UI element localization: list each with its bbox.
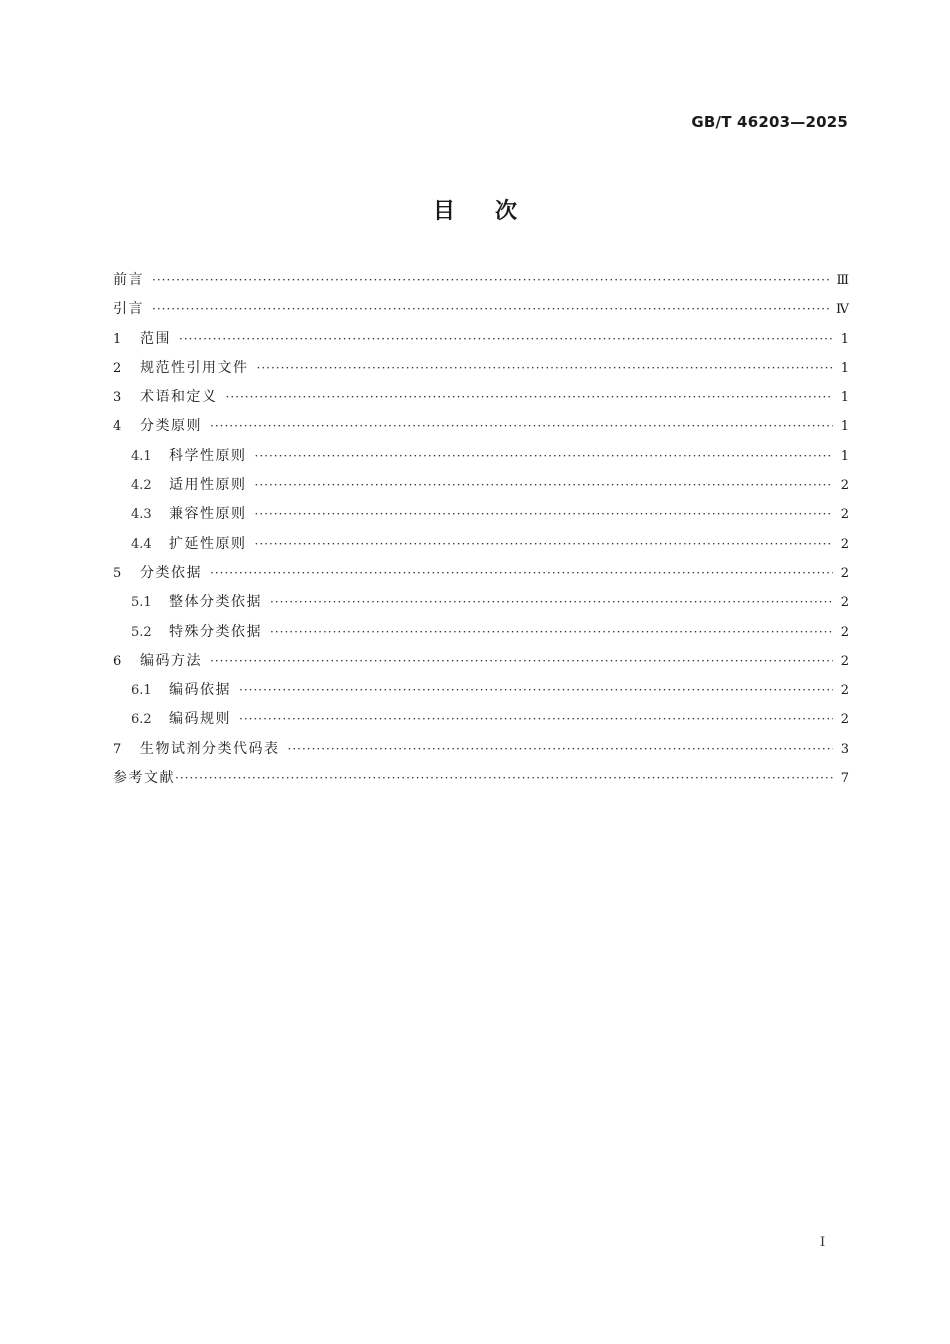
toc-entry-label: 编码规则 <box>169 711 231 728</box>
toc-entry-page: 2 <box>840 624 849 640</box>
toc-leader-dots <box>226 390 834 404</box>
toc-leader-dots <box>257 361 834 375</box>
toc-entry-page: 7 <box>840 771 849 787</box>
toc-entry[interactable] <box>113 650 849 679</box>
toc-leader-dots <box>270 595 833 609</box>
toc-leader-dots <box>270 625 833 639</box>
toc-leader-dots <box>152 302 830 316</box>
toc-entry[interactable] <box>113 415 849 444</box>
toc-entry-number: 5.2 <box>131 624 152 640</box>
toc-entry-number: 3 <box>113 390 122 406</box>
toc-leader-dots <box>255 478 834 492</box>
toc-leader-dots <box>255 507 834 521</box>
toc-entry-label: 扩延性原则 <box>169 535 247 552</box>
toc-leader-dots <box>175 771 833 785</box>
toc-entry-page: 1 <box>840 419 849 435</box>
toc-entry-label: 编码依据 <box>169 682 231 699</box>
toc-entry-page: 1 <box>840 390 849 406</box>
toc-leader-dots <box>210 566 833 580</box>
toc-leader-dots <box>179 332 833 346</box>
toc-entry-page: 3 <box>840 741 849 757</box>
toc-entry-number: 4.1 <box>131 448 152 464</box>
toc-entry-page: 2 <box>840 478 849 494</box>
toc-entry-page: 2 <box>840 536 849 552</box>
toc-entry-label: 科学性原则 <box>169 447 247 464</box>
toc-entry-label: 编码方法 <box>140 652 202 669</box>
toc-entry[interactable] <box>113 621 849 650</box>
toc-entry-page: 2 <box>840 712 849 728</box>
toc-entry[interactable] <box>113 328 849 357</box>
toc-entry-number: 4.2 <box>131 478 152 494</box>
toc-leader-dots <box>288 742 834 756</box>
toc-entry-number: 4 <box>113 419 122 435</box>
toc-entry-page: 2 <box>840 653 849 669</box>
toc-entry-label: 分类依据 <box>140 564 202 581</box>
toc-entry-number: 5 <box>113 565 122 581</box>
toc-entry[interactable] <box>113 591 849 620</box>
toc-entry-page: 2 <box>840 683 849 699</box>
toc-entry-number: 1 <box>113 331 122 347</box>
toc-entry[interactable] <box>113 386 849 415</box>
toc-entry-page: 1 <box>840 360 849 376</box>
toc-entry-label: 规范性引用文件 <box>140 359 249 376</box>
table-of-contents <box>113 269 849 796</box>
toc-entry-number: 6 <box>113 653 122 669</box>
toc-entry-number: 6.1 <box>131 683 152 699</box>
toc-entry-page: 2 <box>840 507 849 523</box>
toc-leader-dots <box>210 419 833 433</box>
toc-entry-label: 适用性原则 <box>169 477 247 494</box>
toc-entry-page: 2 <box>840 595 849 611</box>
toc-entry[interactable] <box>113 474 849 503</box>
toc-entry[interactable] <box>113 767 849 796</box>
toc-entry[interactable] <box>113 269 849 298</box>
toc-entry-number: 4.4 <box>131 536 152 552</box>
toc-leader-dots <box>239 683 833 697</box>
toc-leader-dots <box>210 654 833 668</box>
page-title: 目次 <box>432 199 557 224</box>
toc-entry-label: 术语和定义 <box>140 389 218 406</box>
toc-entry-label: 兼容性原则 <box>169 506 247 523</box>
toc-entry[interactable] <box>113 679 849 708</box>
toc-leader-dots <box>152 273 830 287</box>
standard-number: GB/T 46203—2025 <box>691 113 848 131</box>
toc-entry-label: 前言 <box>113 272 144 288</box>
toc-entry[interactable] <box>113 445 849 474</box>
page-number: I <box>820 1235 826 1250</box>
toc-entry-number: 5.1 <box>131 595 152 611</box>
toc-entry-page: 2 <box>840 565 849 581</box>
toc-entry-page: 1 <box>840 331 849 347</box>
toc-entry-label: 参考文献 <box>113 770 175 787</box>
toc-entry[interactable] <box>113 357 849 386</box>
toc-leader-dots <box>255 449 834 463</box>
toc-leader-dots <box>239 712 833 726</box>
toc-entry[interactable] <box>113 298 849 327</box>
toc-entry-number: 6.2 <box>131 712 152 728</box>
toc-entry[interactable] <box>113 738 849 767</box>
toc-entry-page: Ⅳ <box>836 302 849 318</box>
toc-entry-label: 分类原则 <box>140 418 202 435</box>
toc-entry-page: 1 <box>840 448 849 464</box>
toc-entry-label: 特殊分类依据 <box>169 623 262 640</box>
toc-entry-label: 范围 <box>140 330 171 347</box>
toc-entry[interactable] <box>113 562 849 591</box>
toc-entry[interactable] <box>113 503 849 532</box>
toc-entry[interactable] <box>113 708 849 737</box>
toc-entry-number: 2 <box>113 360 122 376</box>
toc-entry-label: 生物试剂分类代码表 <box>140 740 280 757</box>
toc-entry-label: 引言 <box>113 301 144 318</box>
toc-entry-page: Ⅲ <box>836 273 849 288</box>
toc-entry-label: 整体分类依据 <box>169 594 262 611</box>
toc-leader-dots <box>255 537 834 551</box>
toc-entry-number: 4.3 <box>131 507 152 523</box>
toc-entry-number: 7 <box>113 741 122 757</box>
toc-entry[interactable] <box>113 533 849 562</box>
